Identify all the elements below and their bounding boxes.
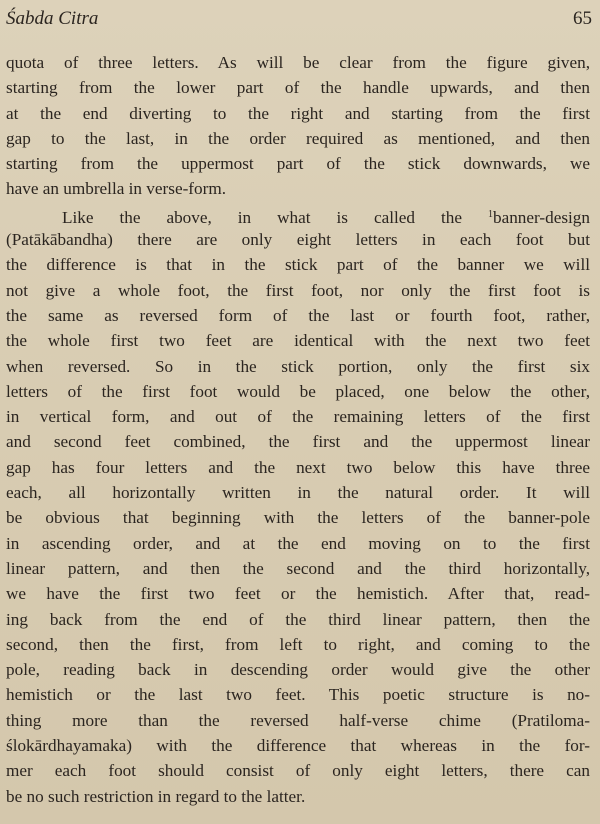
paragraph-2 [6,202,590,809]
text-line: in vertical form, and out of the remaining letters of the first [6,407,590,427]
text-line: pole, reading back in descending order would give the other [6,660,590,680]
text-line: be obvious that beginning with the letters of the banner-pole [6,508,590,528]
text-line: thing more than the reversed half-verse chime (Pratiloma- [6,710,590,730]
text-line: linear pattern, and then the second and the third horizontally, [6,558,590,578]
paragraph-1 [6,50,590,202]
text-line: hemistich or the last two feet. This poetic structure is no- [6,685,590,705]
text-line: starting from the uppermost part of the stick downwards, we [6,154,590,174]
text-line: each, all horizontally written in the natural order. It will [6,483,590,503]
text-line: starting from the lower part of the handle upwards, and then [6,78,590,98]
text-line: quota of three letters. As will be clear from the figure given, [6,53,590,72]
text-line: not give a whole foot, the first foot, nor only the first foot is [6,280,590,300]
text-line: and second feet combined, the first and the uppermost linear [6,432,590,452]
text-line: gap to the last, in the order required as mentioned, and then [6,128,590,148]
text-line: we have the first two feet or the hemistich. After that, read- [6,584,590,604]
text-fragment: banner-design [492,207,590,227]
running-head-title: Śabda Citra [6,8,99,29]
text-line: when reversed. So in the stick portion, only the first six [6,356,590,376]
text-line: the difference is that in the stick part of the banner we will [6,255,590,275]
text-line-with-footnote [6,202,590,227]
text-line: the whole first two feet are identical with the next two feet [6,331,590,351]
text-line: at the end diverting to the right and starting from the first [6,103,590,123]
text-line: letters of the first foot would be placed, one below the other, [6,381,590,401]
text-fragment: Like the above, in what is called the [62,207,488,227]
text-line: ślokārdhayamaka) with the difference that whereas in the for- [6,736,590,756]
text-line: mer each foot should consist of only eight letters, there can [6,761,590,781]
body-text [6,50,590,809]
text-line: (Patākābandha) there are only eight letters in each foot but [6,230,590,250]
text-line: have an umbrella in verse-form. [6,179,227,199]
page-number: 65 [573,8,592,29]
text-line: gap has four letters and the next two below this have three [6,457,590,477]
text-line: in ascending order, and at the end moving on to the first [6,533,590,553]
running-head [6,6,592,34]
text-line: second, then the first, from left to right, and coming to the [6,634,590,654]
footnote-marker: 1 [487,208,493,220]
text-line: be no such restriction in regard to the latter. [6,786,306,806]
text-line: the same as reversed form of the last or fourth foot, rather, [6,305,590,325]
text-line: ing back from the end of the third linear pattern, then the [6,609,590,629]
